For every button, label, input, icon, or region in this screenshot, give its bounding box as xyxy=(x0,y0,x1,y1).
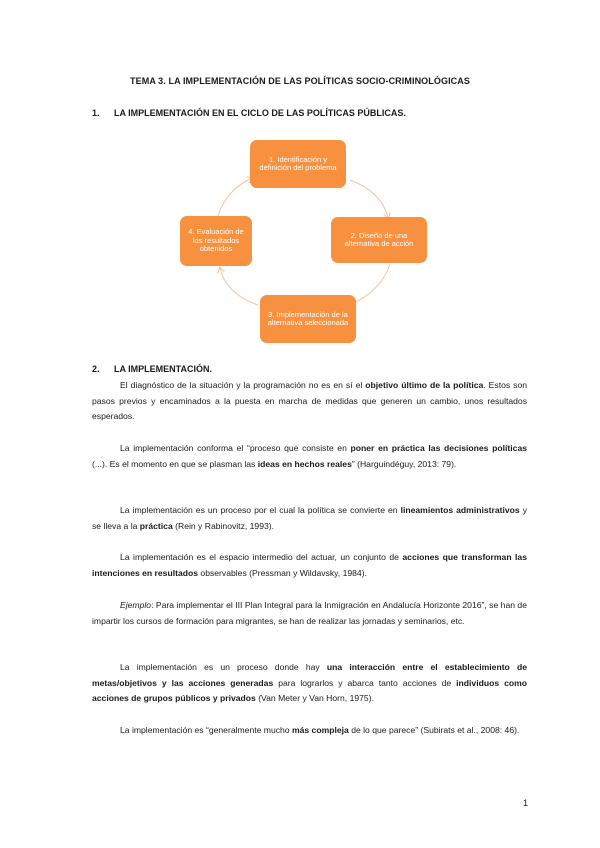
bold-text: práctica xyxy=(139,520,173,531)
document-title: TEMA 3. LA IMPLEMENTACIÓN DE LAS POLÍTICAS SOCIO-CRIMINOLÓGICAS xyxy=(130,76,470,86)
text-run: observables (Pressman y Wildavsky, 1984). xyxy=(198,567,367,578)
bold-text: ideas en hechos reales xyxy=(257,458,352,469)
section-1-heading xyxy=(92,108,406,118)
text-run: La implementación conforma el “proceso que consiste en xyxy=(120,443,351,453)
text-run: El diagnóstico de la situación y la programación no es en sí el xyxy=(120,380,366,390)
bold-text: objetivo último de la política xyxy=(365,380,484,390)
text-run: ” (Harguindéguy, 2013: 79). xyxy=(351,458,457,469)
text-run: (...). Es el momento en que se plasman las xyxy=(92,458,258,469)
paragraph-4 xyxy=(92,550,527,581)
text-run: (Van Meter y Van Horn, 1975). xyxy=(255,693,374,703)
cycle-step-3: 3. Implementación de la alternativa seleccionada xyxy=(260,295,356,343)
italic-text: Ejemplo xyxy=(120,600,152,610)
cycle-step-4: 4. Evaluación de los resultados obtenidos xyxy=(180,216,252,266)
bold-text: lineamientos administrativos xyxy=(400,505,520,515)
bold-text: una interacción entre el establecimiento de metas/objetivos y las acciones generadas xyxy=(92,662,527,688)
arrow-step2-to-step3 xyxy=(350,264,390,305)
arrow-step1-to-step2 xyxy=(350,180,388,218)
paragraph-6 xyxy=(92,660,527,707)
section-2-heading xyxy=(92,364,212,374)
paragraph-2 xyxy=(92,441,527,472)
text-run: La implementación es un proceso donde hay xyxy=(120,662,327,672)
cycle-step-2: 2. Diseño de una alternativa de acción xyxy=(331,217,427,263)
text-run: . Estos son pasos previos y encaminados a la puesta en marcha de medidas que generen un cambio, unos resultados esperados. xyxy=(92,380,528,421)
section-2-number: 2. xyxy=(92,364,100,374)
paragraph-5-example xyxy=(92,598,527,629)
bold-text: más compleja xyxy=(291,725,349,735)
text-run: La implementación es “generalmente mucho xyxy=(120,725,292,735)
bold-text: acciones que transforman las intenciones en resultados xyxy=(92,552,527,578)
paragraph-3 xyxy=(92,503,527,534)
text-run: para lograrlos y abarca tanto acciones de xyxy=(273,677,457,688)
text-run: (Rein y Rabinovitz, 1993). xyxy=(172,520,275,531)
text-run: y se lleva a la xyxy=(92,505,527,531)
section-2-title: LA IMPLEMENTACIÓN. xyxy=(114,364,212,374)
arrow-step4-to-step1 xyxy=(218,178,252,216)
arrow-step3-to-step4 xyxy=(220,268,258,305)
section-1-title: LA IMPLEMENTACIÓN EN EL CICLO DE LAS POLÍTICAS PÚBLICAS. xyxy=(114,108,406,118)
text-run: La implementación es el espacio intermedio del actuar, un conjunto de xyxy=(120,552,403,562)
section-1-number: 1. xyxy=(92,108,100,118)
paragraph-1 xyxy=(92,378,527,425)
cycle-step-1: 1. Identificación y definición del problema xyxy=(250,140,346,188)
policy-cycle-diagram xyxy=(150,130,450,352)
bold-text: poner en práctica las decisiones políticas xyxy=(350,443,528,453)
text-run: de lo que parece” (Subirats et al., 2008: 46). xyxy=(348,725,520,735)
page-number: 1 xyxy=(522,798,528,808)
bold-text: individuos como acciones de grupos públicos y privados xyxy=(92,677,527,703)
text-run: : Para implementar el III Plan Integral para la Inmigración en Andalucía Horizonte 2016”, se han de impartir los cursos de formación para migrantes, se han de realizar las jornadas y seminarios, etc. xyxy=(92,600,527,626)
paragraph-7 xyxy=(92,723,527,739)
text-run: La implementación es un proceso por el cual la política se convierte en xyxy=(120,505,401,515)
